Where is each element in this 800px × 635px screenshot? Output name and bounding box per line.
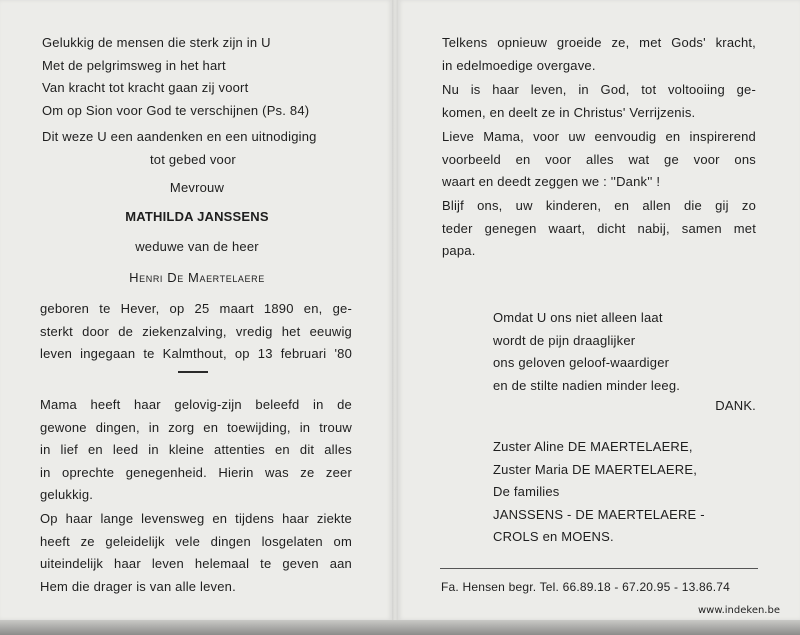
invitation-line: tot gebed voor — [150, 151, 236, 167]
deceased-name: MATHILDA JANSSENS — [125, 209, 269, 224]
biography-line: geboren te Hever, op 25 maart 1890 en, ge- — [40, 301, 352, 316]
widow-of: weduwe van de heer — [135, 239, 259, 254]
poem — [493, 307, 723, 397]
right-paragraph-2 — [442, 79, 756, 124]
paragraph-line: uiteindelijk haar leven helemaal te geven aan — [40, 556, 352, 571]
family-line: De families — [493, 484, 560, 499]
tribute-paragraph-1 — [40, 394, 352, 507]
poem-line: en de stilte nadien minder leeg. — [493, 377, 681, 393]
paragraph-line: Telkens opnieuw groeide ze, met Gods' kracht, — [442, 35, 756, 50]
paragraph-line: Mama heeft haar gelovig-zijn beleefd in de — [40, 397, 352, 412]
right-paragraph-4 — [442, 195, 756, 263]
footer-rule — [440, 568, 758, 569]
paragraph-line: gelukkig. — [40, 487, 94, 502]
paragraph-line: heeft ze geleidelijk vele dingen losgelaten om — [40, 533, 352, 549]
poem-line: Omdat U ons niet alleen laat — [493, 310, 663, 325]
husband-name: Henri De Maertelaere — [129, 270, 265, 285]
family-line: Zuster Aline DE MAERTELAERE, — [493, 439, 693, 454]
paragraph-line: Nu is haar leven, in God, tot voltooiing ge- — [442, 82, 756, 97]
biography — [40, 298, 352, 366]
family-line: CROLS en MOENS. — [493, 529, 614, 544]
separator-rule — [178, 371, 208, 373]
family-line: Zuster Maria DE MAERTELAERE, — [493, 461, 698, 477]
paragraph-line: komen, en deelt ze in Christus' Verrijzenis. — [442, 104, 696, 120]
website-watermark: www.indeken.be — [697, 605, 780, 616]
paragraph-line: in oprechte genegenheid. Hierin was ze zeer — [40, 464, 352, 480]
paragraph-line: waart en deedt zeggen we : ''Dank'' ! — [442, 174, 661, 189]
salutation: Mevrouw — [169, 180, 225, 195]
paragraph-line: papa. — [442, 243, 476, 258]
invitation-line: Dit weze U een aandenken en een uitnodiging — [42, 129, 317, 144]
paragraph-line: Lieve Mama, voor uw eenvoudig en inspirerend — [442, 129, 756, 144]
paragraph-line: Blijf ons, uw kinderen, en allen die gij zo — [442, 198, 756, 213]
tribute-paragraph-2 — [40, 508, 352, 598]
right-paragraph-1 — [442, 32, 756, 77]
paragraph-line: Op haar lange levensweg en tijdens haar ziekte — [40, 511, 352, 526]
opening-verse — [42, 32, 332, 122]
invitation — [42, 126, 352, 171]
verse-line: Gelukkig de mensen die sterk zijn in U — [42, 35, 271, 50]
paragraph-line: voorbeeld en voor alles wat ge voor ons — [442, 151, 756, 167]
paragraph-line: teder genegen waart, dicht nabij, samen met — [442, 220, 756, 236]
biography-line: leven ingegaan te Kalmthout, op 13 februari '80 — [40, 346, 352, 361]
verse-line: Met de pelgrimsweg in het hart — [42, 57, 226, 73]
paragraph-line: Hem die drager is van alle leven. — [40, 578, 236, 594]
poem-line: ons geloven geloof-waardiger — [493, 355, 670, 370]
thanks: DANK. — [715, 398, 756, 413]
verse-line: Van kracht tot kracht gaan zij voort — [42, 80, 249, 95]
paragraph-line: in edelmoedige overgave. — [442, 57, 596, 73]
family-line: JANSSENS - DE MAERTELAERE - — [493, 506, 705, 522]
biography-line: sterkt door de ziekenzalving, vredig het eeuwig — [40, 323, 352, 339]
card-bottom-edge — [0, 620, 800, 635]
verse-line: Om op Sion voor God te verschijnen (Ps. 84) — [42, 102, 310, 118]
family-signatures — [493, 436, 753, 549]
poem-line: wordt de pijn draaglijker — [493, 332, 636, 348]
paragraph-line: in lief en leed in kleine attenties en dit alles — [40, 442, 352, 457]
paragraph-line: gewone dingen, in zorg en toewijding, in trouw — [40, 419, 352, 435]
right-paragraph-3 — [442, 126, 756, 194]
undertaker-footer: Fa. Hensen begr. Tel. 66.89.18 - 67.20.95 - 13.86.74 — [441, 580, 731, 594]
